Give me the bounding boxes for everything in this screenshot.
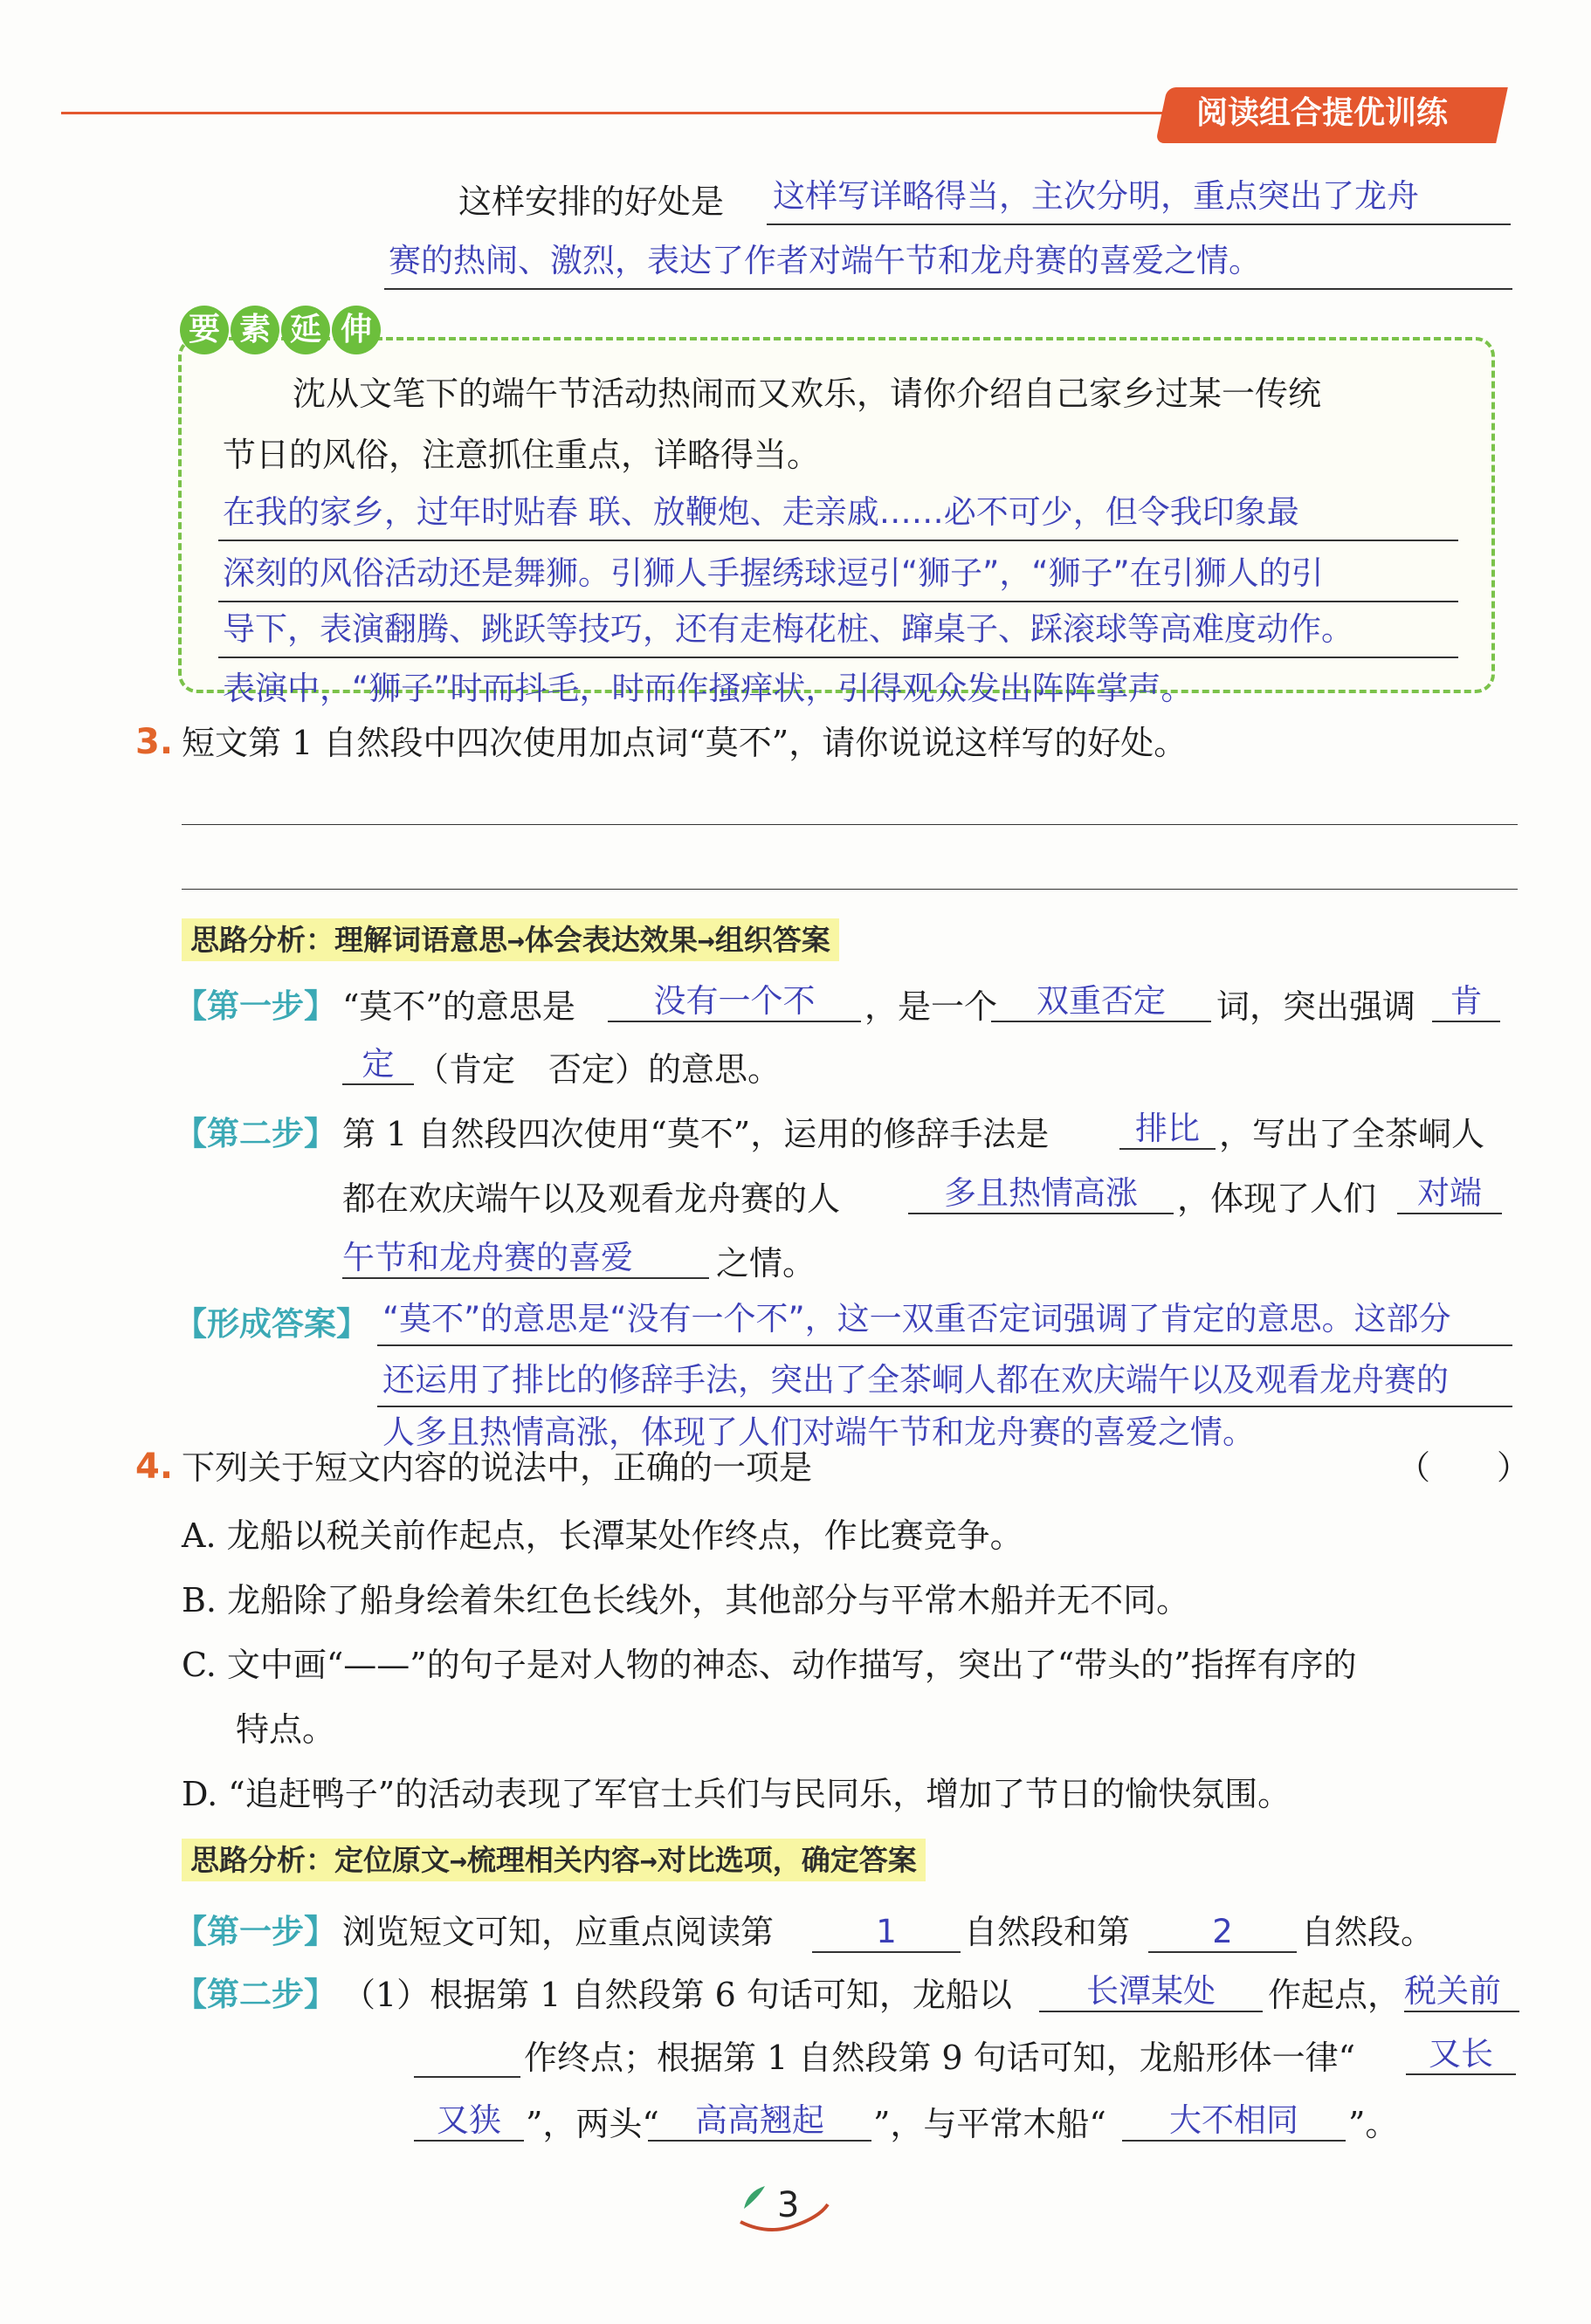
question-3-step2-blank3a: 对端 xyxy=(1397,1177,1502,1214)
question-4-step2-blank5: 大不相同 xyxy=(1122,2104,1346,2142)
question-3-step1-blank3a: 肯 xyxy=(1432,985,1500,1022)
question-4-step1-blank2: 2 xyxy=(1148,1915,1297,1953)
header-rule xyxy=(61,112,1188,114)
question-4-option-d: D. “追赶鸭子”的活动表现了军官士兵们与民同乐，增加了节日的愉快氛围。 xyxy=(182,1775,1291,1813)
question-4-step2-text5: ”，与平常木船“ xyxy=(873,2105,1106,2143)
question-3-final-line2: 还运用了排比的修辞手法，突出了全茶峒人都在欢庆端午以及观看龙舟赛的 xyxy=(382,1361,1449,1399)
extension-answer-line4: 表演中，“狮子”时而抖毛，时而作搔痒状，引得观众发出阵阵掌声。 xyxy=(223,670,1194,707)
header-tag-text: 阅读组合提优训练 xyxy=(1196,95,1449,131)
question-3-step2-text2: ，写出了全茶峒人 xyxy=(1219,1115,1485,1153)
question-3-step1-tag: 【第一步】 xyxy=(175,987,336,1025)
question-4-step2-text3: 作终点；根据第 1 自然段第 9 句话可知，龙船形体一律“ xyxy=(524,2039,1356,2077)
extension-answer-rule3 xyxy=(218,657,1458,658)
question-4-step1-tag: 【第一步】 xyxy=(175,1913,336,1950)
extension-badge xyxy=(180,306,381,354)
question-3-answer-rule1 xyxy=(182,824,1518,825)
question-3-final-rule1 xyxy=(377,1344,1512,1346)
question-3-final-rule2 xyxy=(377,1406,1512,1407)
question-4-step2-blank2a: 税关前 xyxy=(1404,1975,1519,2012)
question-4-step2-blank2b xyxy=(414,2076,520,2078)
question-4-option-c: C. 文中画“——”的句子是对人物的神态、动作描写，突出了“带头的”指挥有序的 xyxy=(182,1646,1357,1684)
extension-prompt-line2: 节日的风俗，注意抓住重点，详略得当。 xyxy=(223,436,821,474)
question-4-step1-text2: 自然段和第 xyxy=(964,1913,1131,1951)
question-3-final-line3: 人多且热情高涨，体现了人们对端午节和龙舟赛的喜爱之情。 xyxy=(382,1413,1255,1451)
question-3-step2-text4: ，体现了人们 xyxy=(1177,1179,1377,1218)
question-3-step1-text4: （肯定 否定）的意思。 xyxy=(416,1050,782,1089)
question-4-step2-blank3a: 又长 xyxy=(1406,2038,1516,2075)
top-answer-rule1 xyxy=(767,223,1511,225)
question-3-step2-text1: 第 1 自然段四次使用“莫不”，运用的修辞手法是 xyxy=(342,1115,1050,1153)
question-4-step2-blank3b: 又狭 xyxy=(414,2104,524,2142)
question-4-step1-blank1: 1 xyxy=(812,1915,961,1953)
question-4-analysis: 思路分析：定位原文→梳理相关内容→对比选项，确定答案 xyxy=(182,1839,926,1881)
question-3-step1-text3: 词，突出强调 xyxy=(1216,987,1416,1026)
top-answer-line2: 赛的热闹、激烈，表达了作者对端午节和龙舟赛的喜爱之情。 xyxy=(389,242,1261,279)
question-3-step2-blank2: 多且热情高涨 xyxy=(908,1177,1174,1214)
question-3-step2-text3: 都在欢庆端午以及观看龙舟赛的人 xyxy=(342,1179,841,1218)
question-4-step2-tag: 【第二步】 xyxy=(175,1976,336,2013)
top-answer-rule2 xyxy=(384,288,1512,290)
question-3-step3-tag: 【形成答案】 xyxy=(175,1305,368,1343)
question-3-step1-blank1: 没有一个不 xyxy=(608,985,861,1022)
badge-char: 延 xyxy=(281,306,330,354)
question-3-step2-blank1: 排比 xyxy=(1119,1112,1216,1150)
question-3-analysis: 思路分析：理解词语意思→体会表达效果→组织答案 xyxy=(182,918,839,961)
question-3-final-line1: “莫不”的意思是“没有一个不”，这一双重否定词强调了肯定的意思。这部分 xyxy=(382,1300,1451,1337)
question-3-answer-rule2 xyxy=(182,889,1518,890)
question-4-step2-blank4: 高高翘起 xyxy=(648,2104,871,2142)
question-4-text: 下列关于短文内容的说法中，正确的一项是 xyxy=(182,1448,813,1487)
question-4-step2-text6: ”。 xyxy=(1348,2105,1399,2143)
question-4-step1-text1: 浏览短文可知，应重点阅读第 xyxy=(342,1913,775,1951)
question-4-step1-text3: 自然段。 xyxy=(1301,1913,1435,1951)
badge-char: 素 xyxy=(231,306,279,354)
badge-char: 要 xyxy=(180,306,229,354)
question-4-step2-text1: （1）根据第 1 自然段第 6 句话可知，龙船以 xyxy=(342,1976,1012,2014)
question-4-option-a: A. 龙船以税关前作起点，长潭某处作终点，作比赛竞争。 xyxy=(182,1516,1023,1555)
question-4-option-c-cont: 特点。 xyxy=(236,1710,336,1749)
page-number: 3 xyxy=(777,2185,800,2225)
question-4-paren: （ ） xyxy=(1397,1448,1531,1487)
question-3-step1-text1: “莫不”的意思是 xyxy=(342,987,575,1026)
question-4-step2-text2: 作起点， xyxy=(1268,1976,1402,2014)
extension-answer-line2: 深刻的风俗活动还是舞狮。引狮人手握绣球逗引“狮子”，“狮子”在引狮人的引 xyxy=(223,554,1324,592)
question-3-step2-tag: 【第二步】 xyxy=(175,1115,336,1152)
question-3-text: 短文第 1 自然段中四次使用加点词“莫不”，请你说说这样写的好处。 xyxy=(182,724,1188,762)
top-answer-line1: 这样写详略得当，主次分明，重点突出了龙舟 xyxy=(773,177,1419,215)
question-3-step1-blank3b: 定 xyxy=(342,1048,414,1085)
extension-answer-rule1 xyxy=(218,540,1458,541)
question-4-option-b: B. 龙船除了船身绘着朱红色长线外，其他部分与平常木船并无不同。 xyxy=(182,1581,1190,1619)
top-answer-label: 这样安排的好处是 xyxy=(458,182,725,221)
extension-answer-line3: 导下，表演翻腾、跳跃等技巧，还有走梅花桩、蹿桌子、踩滚球等高难度动作。 xyxy=(223,610,1353,648)
extension-answer-rule2 xyxy=(218,601,1458,602)
badge-char: 伸 xyxy=(332,306,381,354)
question-3-step1-text2: ，是一个 xyxy=(864,987,998,1026)
question-3-step1-blank2: 双重否定 xyxy=(991,985,1211,1022)
question-4-number: 4. xyxy=(135,1447,174,1487)
question-3-step2-text5: 之情。 xyxy=(716,1244,816,1282)
question-4-step2-text4: ”，两头“ xyxy=(526,2105,659,2143)
extension-answer-line1: 在我的家乡，过年时贴春 联、放鞭炮、走亲戚……必不可少，但令我印象最 xyxy=(223,493,1299,531)
question-4-step2-blank1: 长潭某处 xyxy=(1039,1975,1263,2012)
question-3-number: 3. xyxy=(135,722,174,762)
extension-prompt-line1: 沈从文笔下的端午节活动热闹而又欢乐，请你介绍自己家乡过某一传统 xyxy=(293,375,1322,413)
question-3-step2-blank3b: 午节和龙舟赛的喜爱 xyxy=(342,1241,709,1279)
